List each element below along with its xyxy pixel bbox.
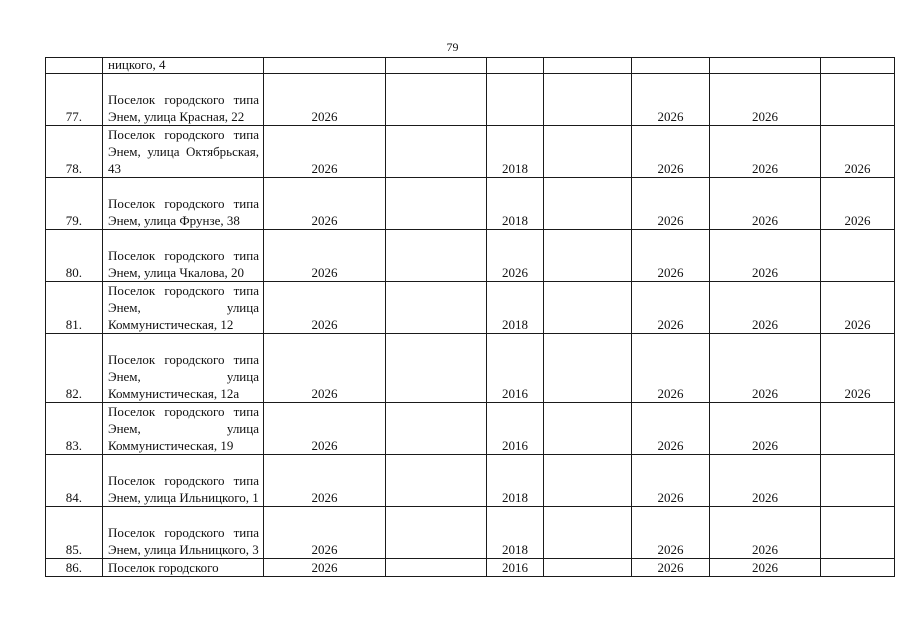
year-cell: 2026: [821, 126, 895, 178]
year-cell: 2026: [264, 282, 386, 334]
year-cell: 2016: [487, 559, 544, 577]
year-cell: 2026: [264, 455, 386, 507]
row-number: 86.: [46, 559, 103, 577]
year-cell: [386, 455, 487, 507]
year-cell: 2026: [710, 74, 821, 126]
page-number: 79: [446, 40, 459, 54]
year-cell: [821, 507, 895, 559]
address-cell: ницкого, 4: [103, 58, 264, 74]
row-number: [46, 58, 103, 74]
year-cell: [544, 507, 632, 559]
year-cell: [821, 403, 895, 455]
year-cell: 2026: [710, 178, 821, 230]
year-cell: [544, 455, 632, 507]
year-cell: [544, 334, 632, 403]
year-cell: 2026: [710, 282, 821, 334]
year-cell: 2026: [821, 178, 895, 230]
table-row: [46, 403, 895, 455]
year-cell: 2026: [487, 230, 544, 282]
table-row: [46, 58, 895, 74]
year-cell: 2026: [264, 334, 386, 403]
year-cell: 2026: [710, 559, 821, 577]
year-cell: [386, 178, 487, 230]
year-cell: 2026: [821, 334, 895, 403]
table-row: [46, 126, 895, 178]
table-row: [46, 455, 895, 507]
year-cell: [386, 230, 487, 282]
row-number: 78.: [46, 126, 103, 178]
row-number: 84.: [46, 455, 103, 507]
year-cell: [821, 559, 895, 577]
row-number: 85.: [46, 507, 103, 559]
address-cell: Поселок городского: [103, 559, 264, 577]
address-cell: Поселок городского типа Энем, улица Октябрьская, 43: [103, 126, 264, 178]
row-number: 77.: [46, 74, 103, 126]
table-row: [46, 230, 895, 282]
table-row: [46, 559, 895, 577]
year-cell: [821, 230, 895, 282]
year-cell: 2016: [487, 403, 544, 455]
year-cell: 2026: [710, 507, 821, 559]
year-cell: 2026: [710, 455, 821, 507]
year-cell: [544, 230, 632, 282]
year-cell: [386, 282, 487, 334]
table-row: [46, 282, 895, 334]
year-cell: [386, 559, 487, 577]
year-cell: 2026: [710, 126, 821, 178]
year-cell: 2026: [710, 334, 821, 403]
table-row: [46, 334, 895, 403]
row-number: 83.: [46, 403, 103, 455]
year-cell: [821, 74, 895, 126]
year-cell: [632, 58, 710, 74]
year-cell: [821, 58, 895, 74]
year-cell: 2026: [264, 403, 386, 455]
year-cell: 2026: [632, 282, 710, 334]
row-number: 80.: [46, 230, 103, 282]
year-cell: 2026: [632, 178, 710, 230]
year-cell: 2018: [487, 507, 544, 559]
year-cell: 2018: [487, 282, 544, 334]
year-cell: 2026: [264, 230, 386, 282]
year-cell: 2026: [821, 282, 895, 334]
year-cell: 2026: [264, 178, 386, 230]
year-cell: [821, 455, 895, 507]
address-cell: Поселок городского типа Энем, улица Фрунзе, 38: [103, 178, 264, 230]
row-number: 81.: [46, 282, 103, 334]
year-cell: 2026: [632, 559, 710, 577]
row-number: 82.: [46, 334, 103, 403]
table-row: [46, 178, 895, 230]
table-row: [46, 74, 895, 126]
year-cell: [710, 58, 821, 74]
year-cell: 2018: [487, 126, 544, 178]
year-cell: 2026: [264, 559, 386, 577]
address-cell: Поселок городского типа Энем, улица Коммунистическая, 19: [103, 403, 264, 455]
year-cell: [386, 74, 487, 126]
year-cell: [386, 403, 487, 455]
year-cell: [386, 507, 487, 559]
year-cell: 2016: [487, 334, 544, 403]
year-cell: [386, 334, 487, 403]
year-cell: 2026: [710, 403, 821, 455]
year-cell: 2026: [632, 126, 710, 178]
address-cell: Поселок городского типа Энем, улица Коммунистическая, 12а: [103, 334, 264, 403]
year-cell: 2026: [632, 334, 710, 403]
year-cell: [264, 58, 386, 74]
year-cell: 2026: [632, 403, 710, 455]
year-cell: [544, 74, 632, 126]
address-cell: Поселок городского типа Энем, улица Ильницкого, 1: [103, 455, 264, 507]
address-cell: Поселок городского типа Энем, улица Коммунистическая, 12: [103, 282, 264, 334]
year-cell: [544, 559, 632, 577]
year-cell: 2018: [487, 455, 544, 507]
year-cell: [487, 74, 544, 126]
year-cell: 2026: [264, 507, 386, 559]
row-number: 79.: [46, 178, 103, 230]
year-cell: 2026: [632, 507, 710, 559]
year-cell: 2026: [710, 230, 821, 282]
address-cell: Поселок городского типа Энем, улица Красная, 22: [103, 74, 264, 126]
year-cell: [544, 282, 632, 334]
year-cell: [544, 58, 632, 74]
year-cell: [544, 126, 632, 178]
year-cell: [544, 403, 632, 455]
address-cell: Поселок городского типа Энем, улица Ильницкого, 3: [103, 507, 264, 559]
table-row: [46, 507, 895, 559]
year-cell: 2018: [487, 178, 544, 230]
year-cell: 2026: [632, 74, 710, 126]
year-cell: [487, 58, 544, 74]
year-cell: 2026: [632, 455, 710, 507]
year-cell: [386, 58, 487, 74]
address-cell: Поселок городского типа Энем, улица Чкалова, 20: [103, 230, 264, 282]
year-cell: [386, 126, 487, 178]
year-cell: 2026: [264, 126, 386, 178]
schedule-table: [45, 57, 895, 577]
year-cell: [544, 178, 632, 230]
year-cell: 2026: [632, 230, 710, 282]
year-cell: 2026: [264, 74, 386, 126]
